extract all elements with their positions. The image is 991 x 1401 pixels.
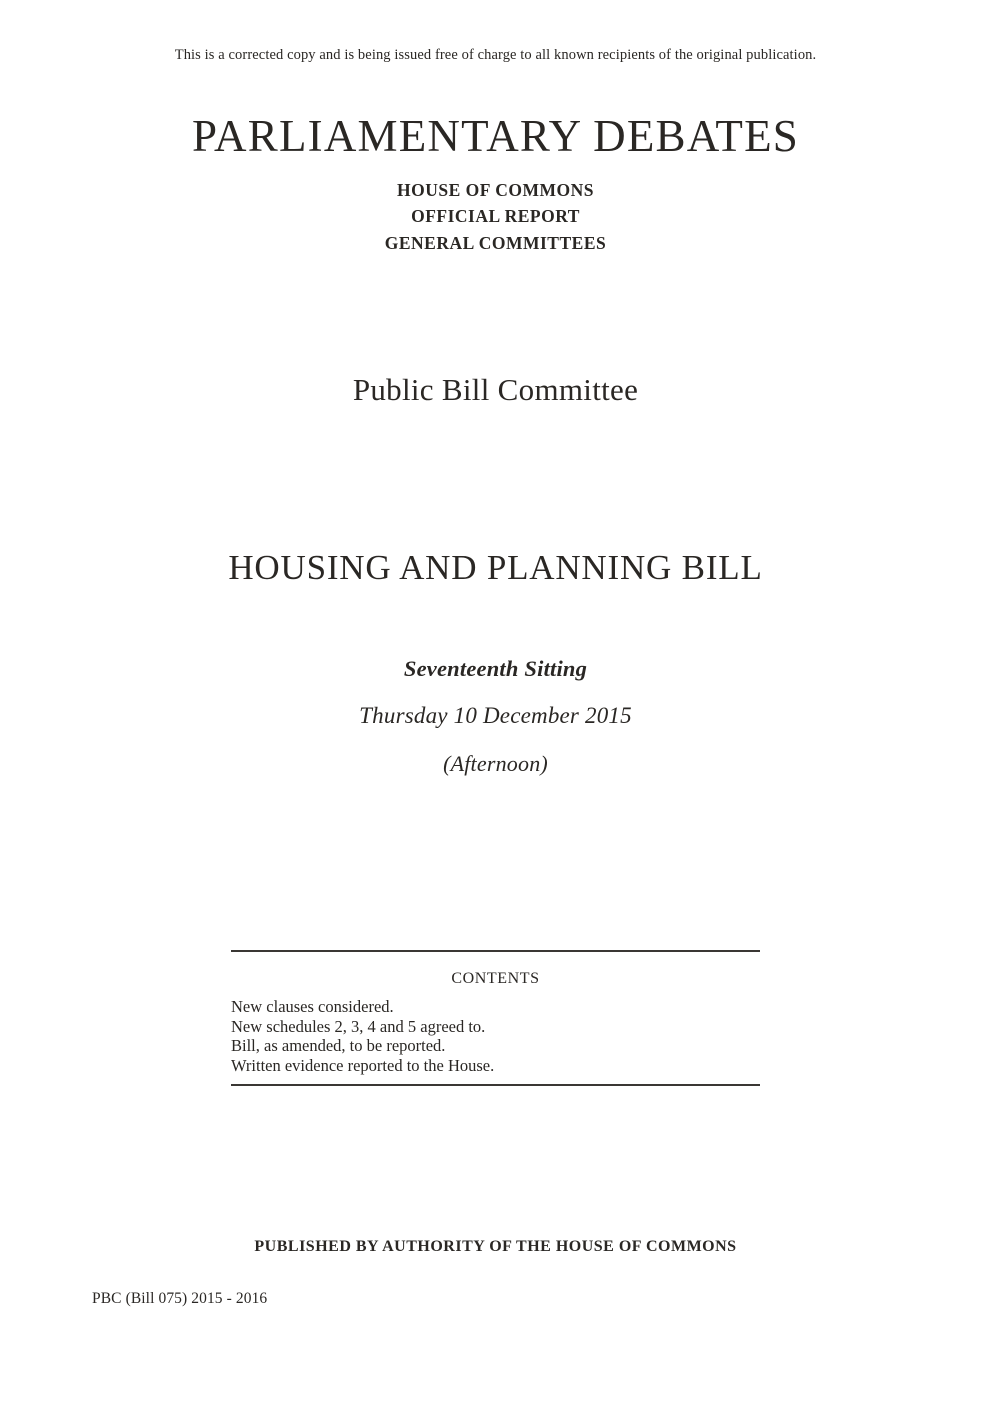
committee-name: Public Bill Committee [352, 372, 639, 407]
published-by-line: PUBLISHED BY AUTHORITY OF THE HOUSE OF COMMONS [254, 1238, 737, 1255]
contents-block [231, 950, 760, 1086]
contents-heading: CONTENTS [451, 970, 540, 987]
contents-item: Written evidence reported to the House. [231, 1055, 495, 1075]
contents-top-rule [231, 950, 760, 952]
sitting-number: Seventeenth Sitting [403, 656, 588, 681]
contents-item: New schedules 2, 3, 4 and 5 agreed to. [231, 1016, 486, 1036]
contents-item: Bill, as amended, to be reported. [231, 1036, 446, 1055]
bill-title: HOUSING AND PLANNING BILL [228, 548, 763, 587]
masthead-subtitle-block [0, 177, 991, 256]
contents-item: New clauses considered. [231, 997, 394, 1016]
contents-bottom-rule [231, 1084, 760, 1086]
masthead-house-line: HOUSE OF COMMONS [397, 180, 594, 200]
reference-code: PBC (Bill 075) 2015 - 2016 [92, 1290, 268, 1307]
masthead-report-line: OFFICIAL REPORT [411, 206, 580, 227]
publication-title: PARLIAMENTARY DEBATES [191, 111, 800, 161]
sitting-session: (Afternoon) [443, 751, 548, 776]
contents-list [231, 997, 760, 1084]
sitting-details [0, 657, 991, 776]
corrected-copy-notice: This is a corrected copy and is being issued free of charge to all known recipients of the original publication. [174, 47, 817, 63]
sitting-date: Thursday 10 December 2015 [359, 703, 632, 728]
masthead-committees-line: GENERAL COMMITTEES [384, 232, 607, 253]
